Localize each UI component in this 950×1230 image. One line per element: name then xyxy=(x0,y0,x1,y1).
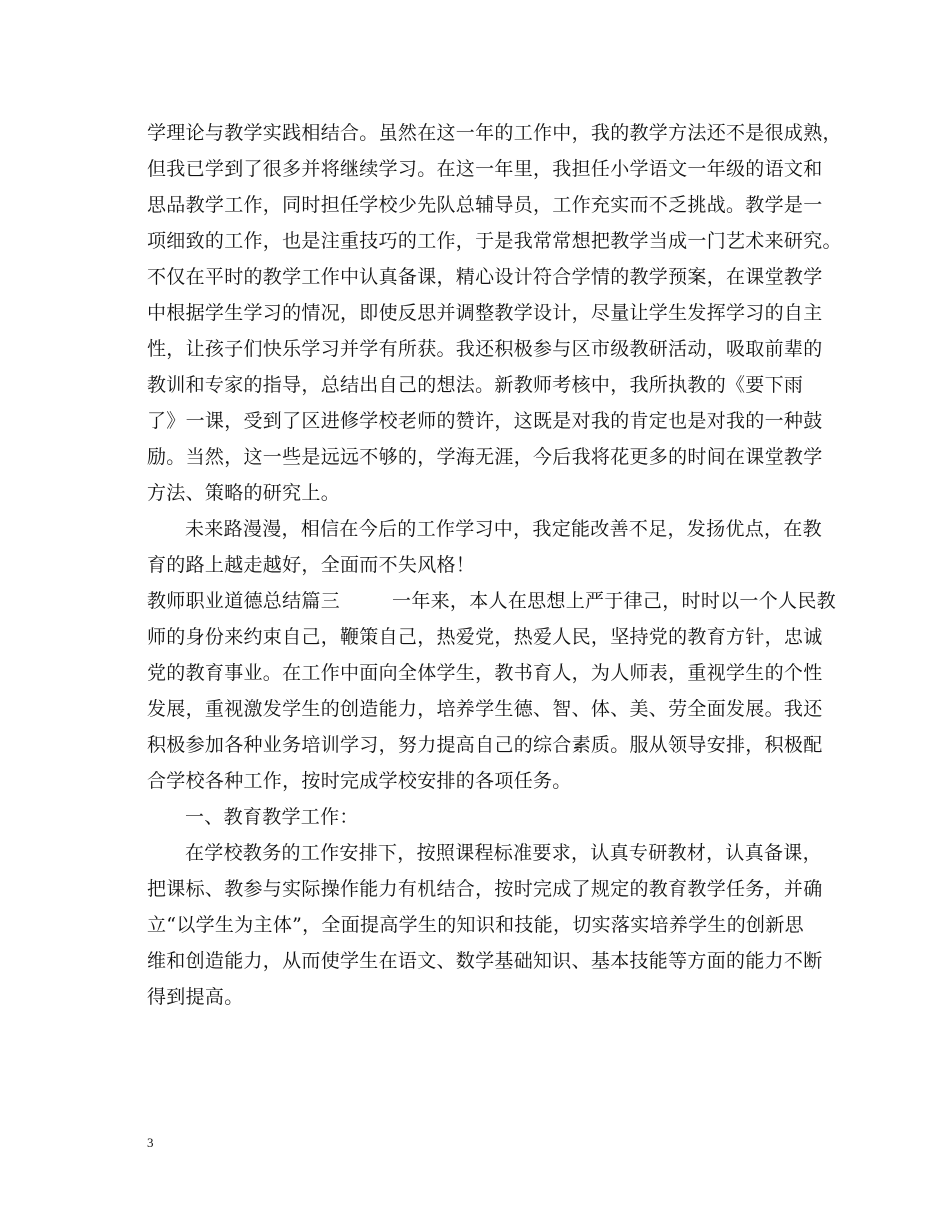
text-line: 维和创造能力，从而使学生在语文、数学基础知识、基本技能等方面的能力不断 xyxy=(147,950,823,972)
text-line: 一年来，本人在思想上严于律己，时时以一个人民教 xyxy=(392,590,836,612)
text-line: 教训和专家的指导，总结出自己的想法。新教师考核中，我所执教的《要下雨 xyxy=(147,374,804,396)
text-line: 思品教学工作，同时担任学校少先队总辅导员，工作充实而不乏挑战。教学是一 xyxy=(147,194,823,216)
text-line: 育的路上越走越好，全面而不失风格！ xyxy=(147,554,476,576)
text-line: 积极参加各种业务培训学习，努力提高自己的综合素质。服从领导安排，积极配 xyxy=(147,734,823,756)
section-heading-line xyxy=(147,589,836,613)
text-line: 了》一课，受到了区进修学校老师的赞许，这既是对我的肯定也是对我的一种鼓 xyxy=(147,410,823,432)
text-line: 学理论与教学实践相结合。虽然在这一年的工作中，我的教学方法还不是很成熟， xyxy=(147,122,842,144)
text-line: 中根据学生学习的情况，即使反思并调整教学设计，尽量让学生发挥学习的自主 xyxy=(147,302,823,324)
section-heading: 教师职业道德总结篇三 xyxy=(147,590,341,612)
text-line: 励。当然，这一些是远远不够的，学海无涯，今后我将花更多的时间在课堂教学 xyxy=(147,446,823,468)
text-line: 得到提高。 xyxy=(147,986,244,1008)
text-line: 发展，重视激发学生的创造能力，培养学生德、智、体、美、劳全面发展。我还 xyxy=(147,698,823,720)
text-line: 性，让孩子们快乐学习并学有所获。我还积极参与区市级教研活动，吸取前辈的 xyxy=(147,338,823,360)
subheading: 一、教育教学工作： xyxy=(185,806,359,828)
page-number: 3 xyxy=(147,1135,154,1150)
text-line: 但我已学到了很多并将继续学习。在这一年里，我担任小学语文一年级的语文和 xyxy=(147,158,823,180)
text-line: 不仅在平时的教学工作中认真备课，精心设计符合学情的教学预案，在课堂教学 xyxy=(147,266,823,288)
text-line: 项细致的工作，也是注重技巧的工作，于是我常常想把教学当成一门艺术来研究。 xyxy=(147,230,842,252)
text-line: 把课标、教参与实际操作能力有机结合，按时完成了规定的教育教学任务，并确 xyxy=(147,878,823,900)
text-line: 师的身份来约束自己，鞭策自己，热爱党，热爱人民，坚持党的教育方针，忠诚 xyxy=(147,626,823,648)
text-line: 党的教育事业。在工作中面向全体学生，教书育人，为人师表，重视学生的个性 xyxy=(147,662,823,684)
text-line: 未来路漫漫，相信在今后的工作学习中，我定能改善不足，发扬优点，在教 xyxy=(185,518,822,540)
text-line: 在学校教务的工作安排下，按照课程标准要求，认真专研教材，认真备课， xyxy=(185,842,822,864)
text-line: 立“以学生为主体”，全面提高学生的知识和技能，切实落实培养学生的创新思 xyxy=(147,914,804,936)
text-line: 合学校各种工作，按时完成学校安排的各项任务。 xyxy=(147,770,572,792)
text-line: 方法、策略的研究上。 xyxy=(147,482,341,504)
